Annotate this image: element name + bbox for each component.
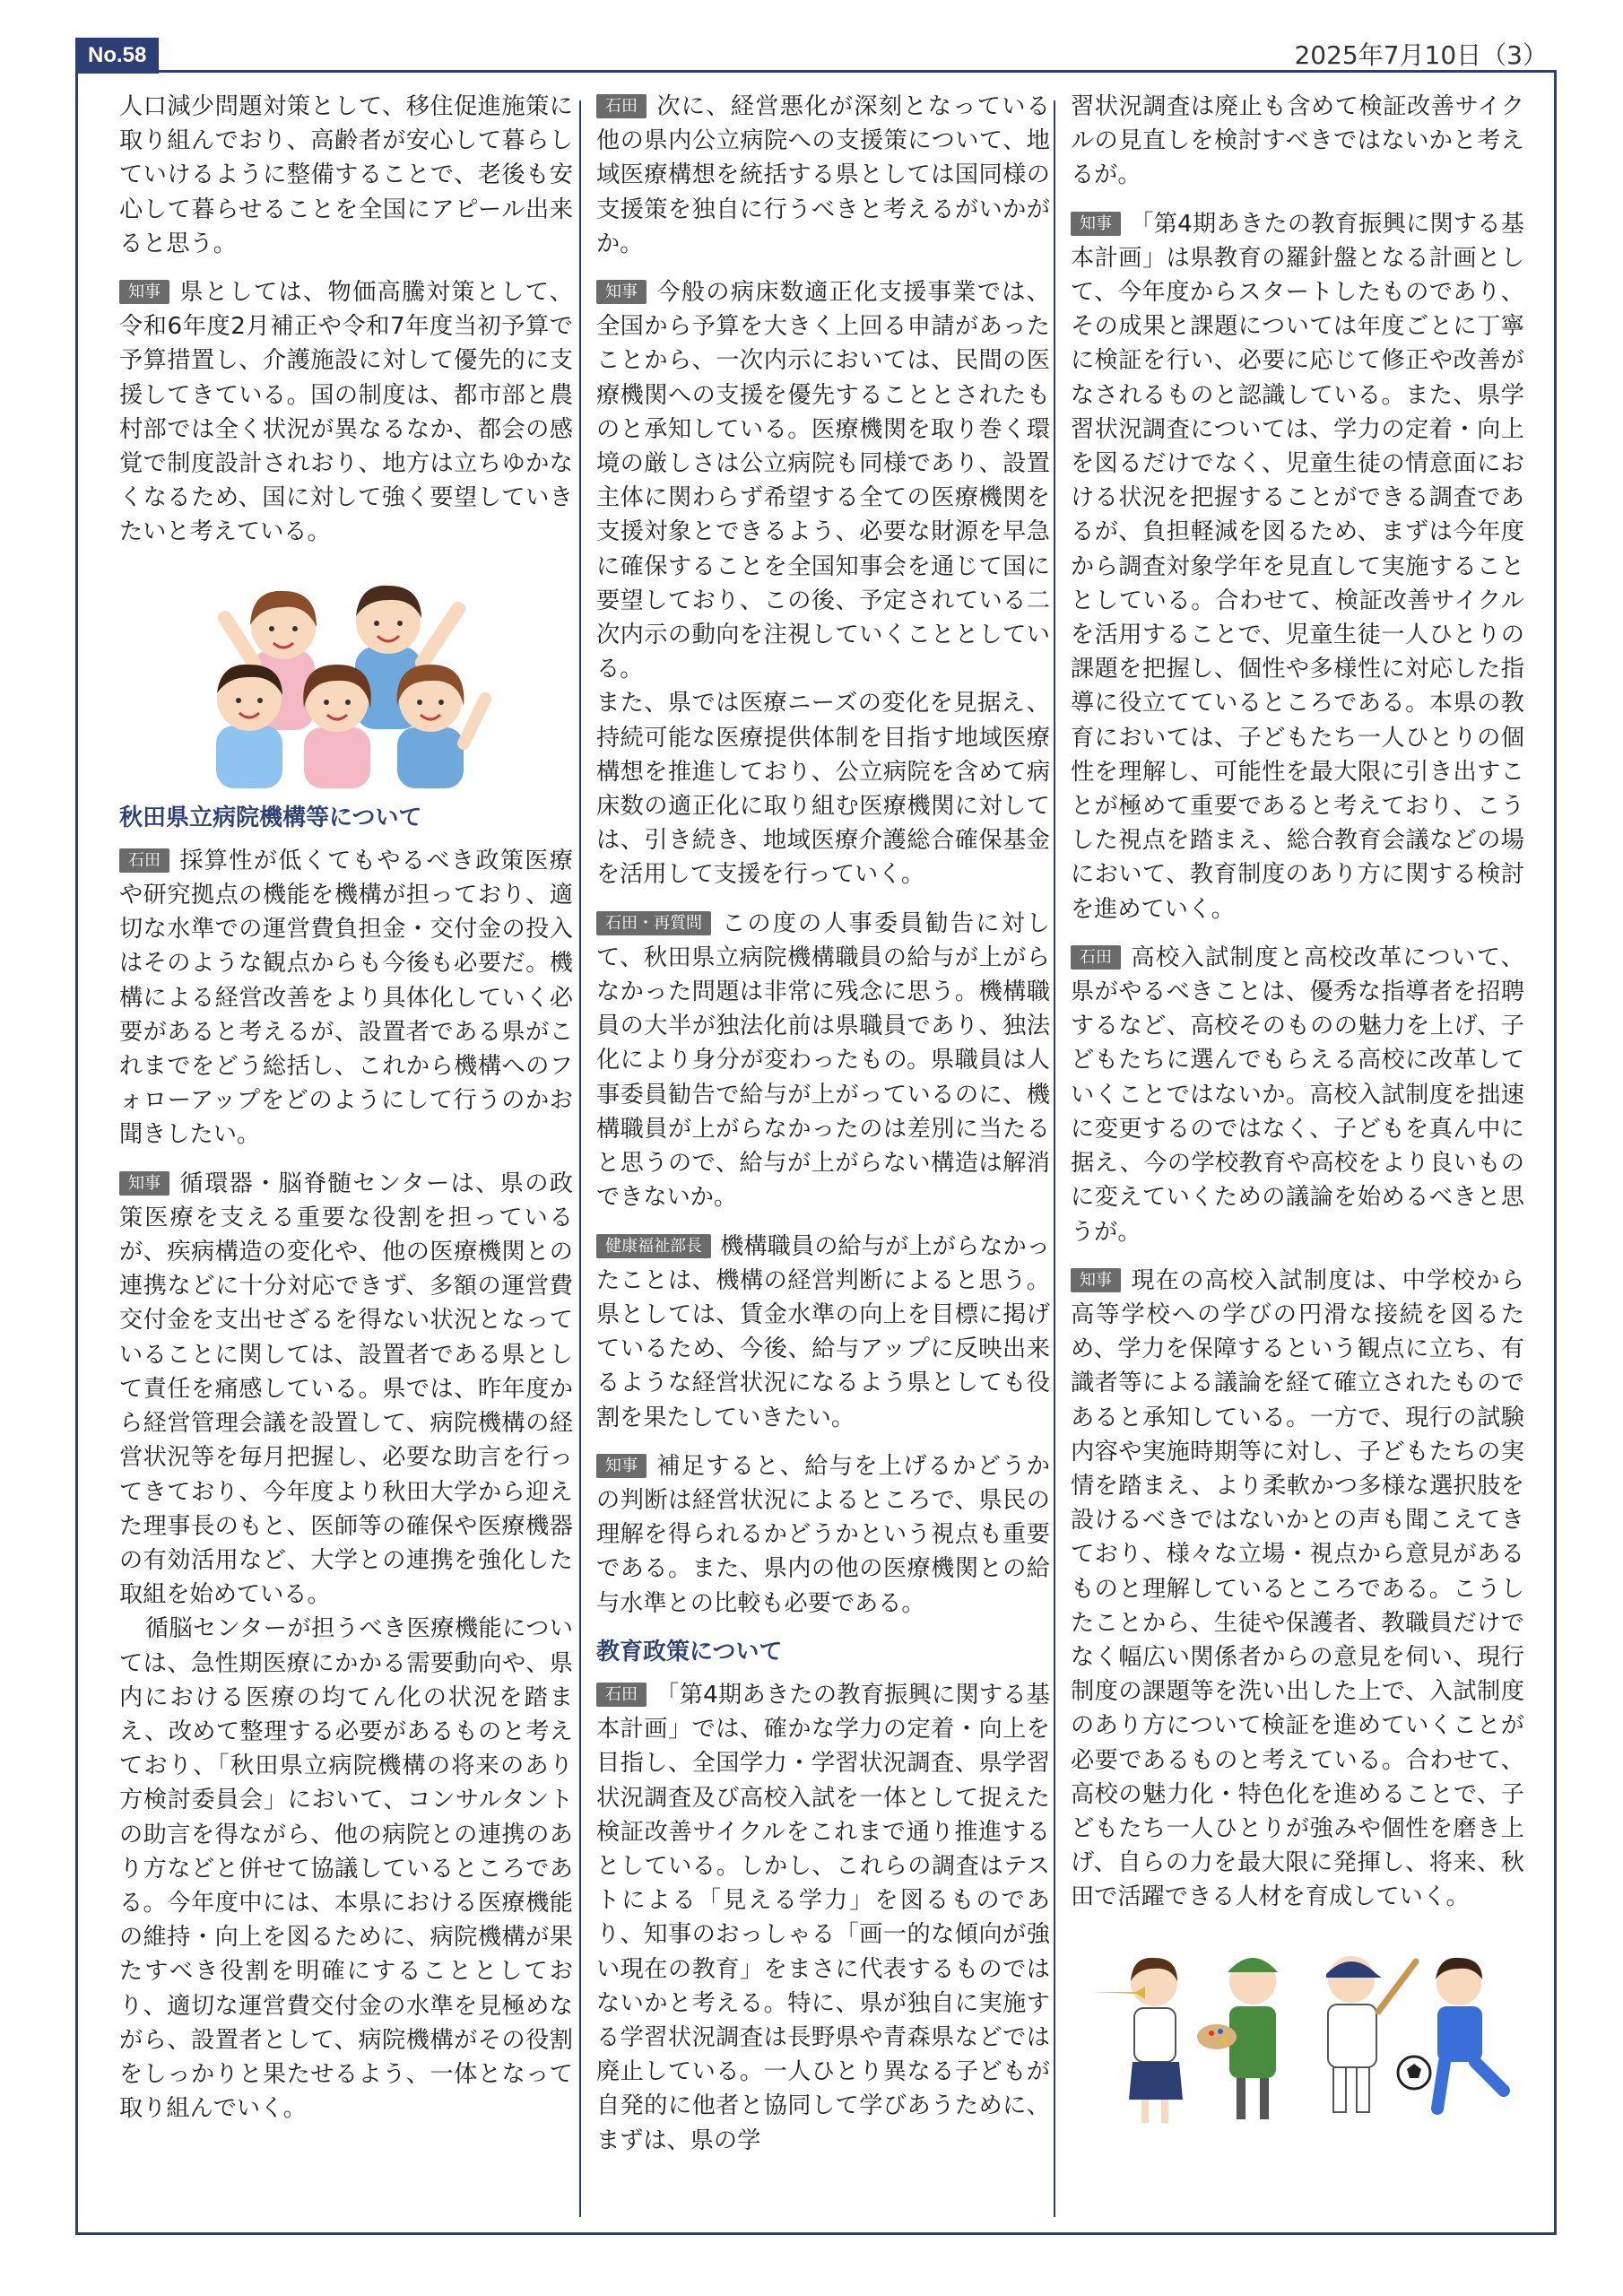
- column-divider: [1054, 100, 1055, 2217]
- speaker-tag: 石田: [1071, 945, 1121, 970]
- speaker-tag: 知事: [119, 1171, 169, 1196]
- paragraph: 知事 「第4期あきたの教育振興に関する基本計画」は県教育の羅針盤となる計画として、今年度からスタートしたものであり、その成果と課題については年度ごとに丁寧に検証を行い、必要に応じて修正や改善がなされるものと認識している。また、県学習状況調査については、学力の定着・向上を図るだけでなく、児童生徒の情意面における状況を把握することができる調査であるが、負担軽減を図るため、まずは今年度から調査対象学年を見直して実施することとしている。合わせて、検証改善サイクルを活用することで、児童生徒一人ひとりの課題を把握し、個性や多様性に対応した指導に役立てているところである。本県の教育においては、子どもたち一人ひとりの個性を理解し、可能性を最大限に引き出すことが極めて重要であると考えており、こうした視点を踏まえ、総合教育会議などの場において、教育制度のあり方に関する検討を進めていく。: [1071, 210, 1524, 923]
- paragraph: 石田 高校入試制度と高校改革について、県がやるべきことは、優秀な指導者を招聘するなど、高校そのものの魅力を上げ、子どもたちに選んでもらえる高校に改革していくことではないか。高校入試制度を拙速に変更するのではなく、子どもを真ん中に据え、今の学校教育や高校をより良いものに変えていくための議論を始めるべきと思うが。: [1071, 944, 1524, 1246]
- paragraph: 石田 「第4期あきたの教育振興に関する基本計画」では、確かな学力の定着・向上を目指し、全国学力・学習状況調査、県学習状況調査及び高校入試を一体として捉えた検証改善サイクルをこれまで通り推進するとしている。しかし、これらの調査はテストによる「見える学力」を図るものであり、知事のおっしゃる「画一的な傾向が強い現在の教育」をまさに代表するものではないかと考える。特に、県が独自に実施する学習状況調査は長野県や青森県などでは廃止している。一人ひとり異なる子どもが自発的に他者と協同して学びあうために、まずは、県の学: [596, 1681, 1050, 2154]
- speaker-tag: 知事: [596, 1454, 647, 1478]
- paragraph: 知事 循環器・脳脊髄センターは、県の政策医療を支える重要な役割を担っているが、疾病構造の変化や、他の医療機関との連携などに十分対応できず、多額の運営費交付金を支出せざるを得ない状況となっていることに関しては、設置者である県として責任を痛感している。県では、昨年度から経営管理会議を設置して、病院機構の経営状況等を毎月把握し、必要な助言を行ってきており、今年度より秋田大学から迎えた理事長のもと、医師等の確保や医療機器の有効活用など、大学との連携を強化した取組を始めている。: [119, 1170, 573, 1609]
- column-1: [119, 90, 573, 2140]
- section-heading: 教育政策について: [596, 1638, 783, 1665]
- column-divider: [579, 100, 581, 2217]
- speaker-tag: 石田: [596, 1683, 647, 1707]
- paragraph: 人口減少問題対策として、移住促進施策に取り組んでおり、高齢者が安心して暮らしていけるように整備することで、老後も安心して暮らせることを全国にアピール出来ると思う。: [119, 93, 573, 257]
- paragraph: 知事 補足すると、給与を上げるかどうかの判断は経営状況によるところで、県民の理解を得られるかどうかという視点も重要である。また、県内の他の医療機関との給与水準との比較も必要である。: [596, 1452, 1050, 1617]
- students-activities-illustration: [1082, 1929, 1513, 2126]
- paragraph: 知事 現在の高校入試制度は、中学校から高等学校への学びの円滑な接続を図るため、学力を保障するという観点に立ち、有識者等による議論を経て確立されたものであると承知している。一方で、現行の試験内容や実施時期等に対し、子どもたちの実情を踏まえ、より柔軟かつ多様な選択肢を設けるべきではないかとの声も聞こえてきており、様々な立場・視点から意見があるものと理解しているところである。こうしたことから、生徒や保護者、教職員だけでなく幅広い関係者からの意見を伺い、現行制度の課題等を洗い出した上で、入試制度のあり方について検証を進めていくことが必要であるものと考えている。合わせて、高校の魅力化・特色化を進めることで、子どもたち一人ひとりが強みや個性を磨き上げ、自らの力を最大限に発揮し、将来、秋田で活躍できる人材を育成していく。: [1071, 1266, 1524, 1911]
- paragraph: 習状況調査は廃止も含めて検証改善サイクルの見直しを検討すべきではないかと考えるが。: [1071, 93, 1524, 189]
- paragraph: 循脳センターが担うべき医療機能については、急性期医療にかかる需要動向や、県内における医療の均てん化の状況を踏まえ、改めて整理する必要があるものと考えており、「秋田県立病院機構の将来のあり方検討委員会」において、コンサルタントの助言を得ながら、他の病院との連携のあり方などと併せて協議しているところである。今年度中には、本県における医療機能の維持・向上を図るために、病院機構が果たすべき役割を明確にすることとしており、適切な運営費交付金の水準を見極めながら、設置者として、病院機構がその役割をしっかりと果たせるよう、一体となって取り組んでいく。: [119, 1615, 573, 2123]
- section-heading: 秋田県立病院機構等について: [119, 804, 422, 831]
- column-3: [1071, 90, 1524, 2139]
- paragraph: 健康福祉部長 機構職員の給与が上がらなかったことは、機構の経営判断によると思う。県としては、賃金水準の向上を目標に掲げているため、今後、給与アップに反映出来るような経営状況になるよう県としても役割を果たしていきたい。: [596, 1232, 1050, 1431]
- speaker-tag: 健康福祉部長: [596, 1234, 711, 1258]
- issue-number: No.58: [75, 38, 159, 74]
- paragraph: 石田 次に、経営悪化が深刻となっている他の県内公立病院への支援策について、地域医療構想を統括する県としては国同様の支援策を独自に行うべきと考えるがいかがか。: [596, 93, 1050, 257]
- speaker-tag: 石田: [596, 94, 647, 118]
- paragraph: 知事 県としては、物価高騰対策として、令和6年度2月補正や令和7年度当初予算で予算措置し、介護施設に対して優先的に支援してきている。国の制度は、都市部と農村部では全く状況が異なるなか、都会の感覚で制度設計されおり、地方は立ちゆかなくなるため、国に対して強く要望していきたいと考えている。: [119, 279, 573, 546]
- speaker-tag: 知事: [1071, 1268, 1121, 1292]
- column-2: [596, 90, 1050, 2172]
- speaker-tag: 知事: [596, 280, 647, 304]
- paragraph: 知事 今般の病床数適正化支援事業では、全国から予算を大きく上回る申請があったことから、一次内示においては、民間の医療機関への支援を優先することとされたものと承知している。医療機関を取り巻く環境の厳しさは公立病院も同様であり、設置主体に関わらず希望する全ての医療機関を支援対象とできるよう、必要な財源を早急に確保することを全国知事会を通じて国に要望しており、この後、予定されている二次内示の動向を注視していくこととしている。: [596, 279, 1050, 683]
- medical-staff-illustration: [198, 564, 494, 788]
- speaker-tag: 石田・再質問: [596, 911, 711, 935]
- speaker-tag: 知事: [119, 280, 169, 304]
- issue-date: 2025年7月10日（3）: [1294, 40, 1548, 70]
- speaker-tag: 石田: [119, 848, 169, 873]
- paragraph: また、県では医療ニーズの変化を見据え、持続可能な医療提供体制を目指す地域医療構想を推進しており、公立病院を含めて病床数の適正化に取り組む医療機関に対しては、引き続き、地域医療介護総合確保基金を活用して支援を行っていく。: [596, 690, 1050, 889]
- paragraph: 石田・再質問 この度の人事委員勧告に対して、秋田県立病院機構職員の給与が上がらなかった問題は非常に残念に思う。機構職員の大半が独法化前は県職員であり、独法化により身分が変わったもの。県職員は人事委員勧告で給与が上がっているのに、機構職員が上がらなかったのは差別に当たると思うので、給与が上がらない構造は解消できないか。: [596, 909, 1050, 1212]
- paragraph: 石田 採算性が低くてもやるべき政策医療や研究拠点の機能を機構が担っており、適切な水準での運営費負担金・交付金の投入はそのような観点からも今後も必要だ。機構による経営改善をより具体化していく必要があると考えるが、設置者である県がこれまでをどう総括し、これから機構へのフォローアップをどのようにして行うのかお聞きしたい。: [119, 847, 573, 1149]
- speaker-tag: 知事: [1071, 212, 1121, 236]
